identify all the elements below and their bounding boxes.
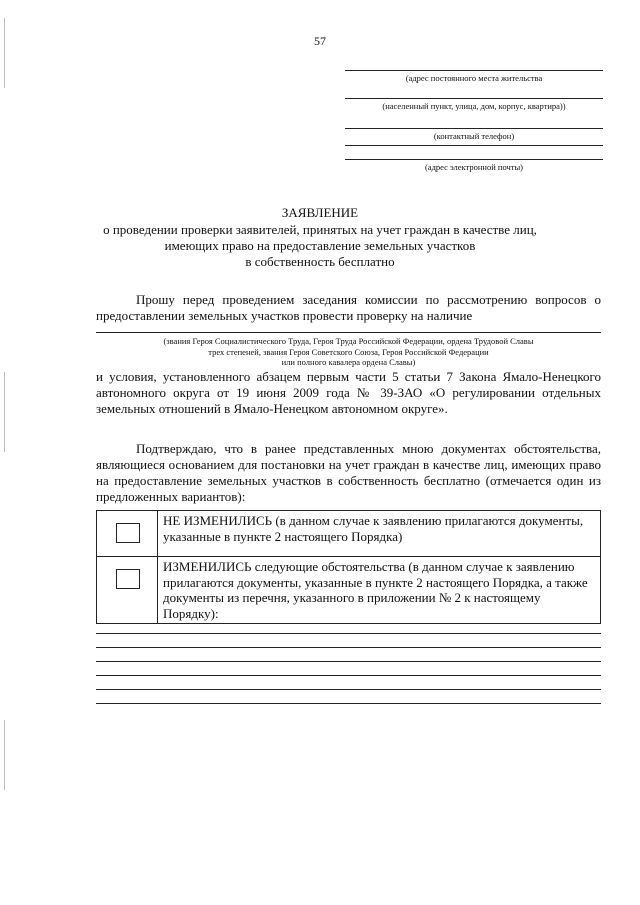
margin-mark: [4, 18, 5, 88]
option-unchanged-checkbox[interactable]: [116, 523, 140, 543]
margin-mark: [4, 372, 5, 452]
options-table: [96, 510, 601, 624]
page-number: 57: [314, 34, 326, 48]
writein-line[interactable]: [96, 661, 601, 662]
option-unchanged: [97, 511, 600, 557]
option-changed: [97, 557, 600, 623]
option-unchanged-cell: [97, 511, 158, 556]
writein-line[interactable]: [96, 633, 601, 634]
subtitle-line-3: в собственность бесплатно: [245, 254, 395, 269]
option-unchanged-text: НЕ ИЗМЕНИЛИСЬ (в данном случае к заявлению прилагаются документы, указанные в пункте 2 настоящего Порядка): [163, 513, 584, 544]
writein-line[interactable]: [96, 675, 601, 676]
option-changed-cell: [97, 557, 158, 623]
phone-line[interactable]: [345, 128, 603, 129]
title-caption-line-1: (звания Героя Социалистического Труда, Героя Труда Российской Федерации, ордена Трудовой Славы: [163, 336, 534, 346]
locality-line[interactable]: [345, 98, 603, 99]
locality-caption: (населенный пункт, улица, дом, корпус, квартира)): [382, 101, 566, 111]
address-caption: (адрес постоянного места жительства: [405, 73, 543, 83]
email-line-top[interactable]: [345, 145, 603, 146]
option-changed-checkbox[interactable]: [116, 569, 140, 589]
option-changed-text: ИЗМЕНИЛИСЬ следующие обстоятельства (в данном случае к заявлению прилагаются документы, указанные в пункте 2 настоящего Порядка, а также документы из перечня, указанного в приложении № 2 к настоящему Порядку):: [163, 559, 588, 621]
confirm-paragraph: Подтверждаю, что в ранее представленных мною документах обстоятельства, являющиеся основанием для постановки на учет граждан в качестве лиц, имеющих право на предоставление земельных участков в собственность бесплатно (отмечается один из предложенных вариантов):: [96, 441, 601, 504]
writein-line[interactable]: [96, 689, 601, 690]
email-caption: (адрес электронной почты): [424, 162, 524, 172]
title-caption-line-2: трех степеней, звания Героя Советского Союза, Героя Российской Федерации: [208, 347, 489, 357]
subtitle-line-1: о проведении проверки заявителей, принятых на учет граждан в качестве лиц,: [103, 222, 537, 237]
request-paragraph: Прошу перед проведением заседания комиссии по рассмотрению вопросов о предоставлении земельных участков провести проверку на наличие: [96, 292, 601, 323]
email-line[interactable]: [345, 159, 603, 160]
title-caption-line-3: или полного кавалера ордена Славы): [281, 357, 416, 367]
writein-line[interactable]: [96, 647, 601, 648]
conditions-paragraph: и условия, установленного абзацем первым части 5 статьи 7 Закона Ямало-Ненецкого автономного округа от 19 июня 2009 года № 39-ЗАО «О регулировании отдельных земельных отношений в Ямало-Ненецком автономном округе».: [96, 369, 601, 416]
subtitle-line-2: имеющих право на предоставление земельных участков: [164, 238, 476, 253]
writein-line[interactable]: [96, 703, 601, 704]
address-line[interactable]: [345, 70, 603, 71]
phone-caption: (контактный телефон): [433, 131, 515, 141]
title-entry-line[interactable]: [96, 332, 601, 333]
margin-mark: [4, 720, 5, 790]
document-title: ЗАЯВЛЕНИЕ: [281, 205, 359, 220]
